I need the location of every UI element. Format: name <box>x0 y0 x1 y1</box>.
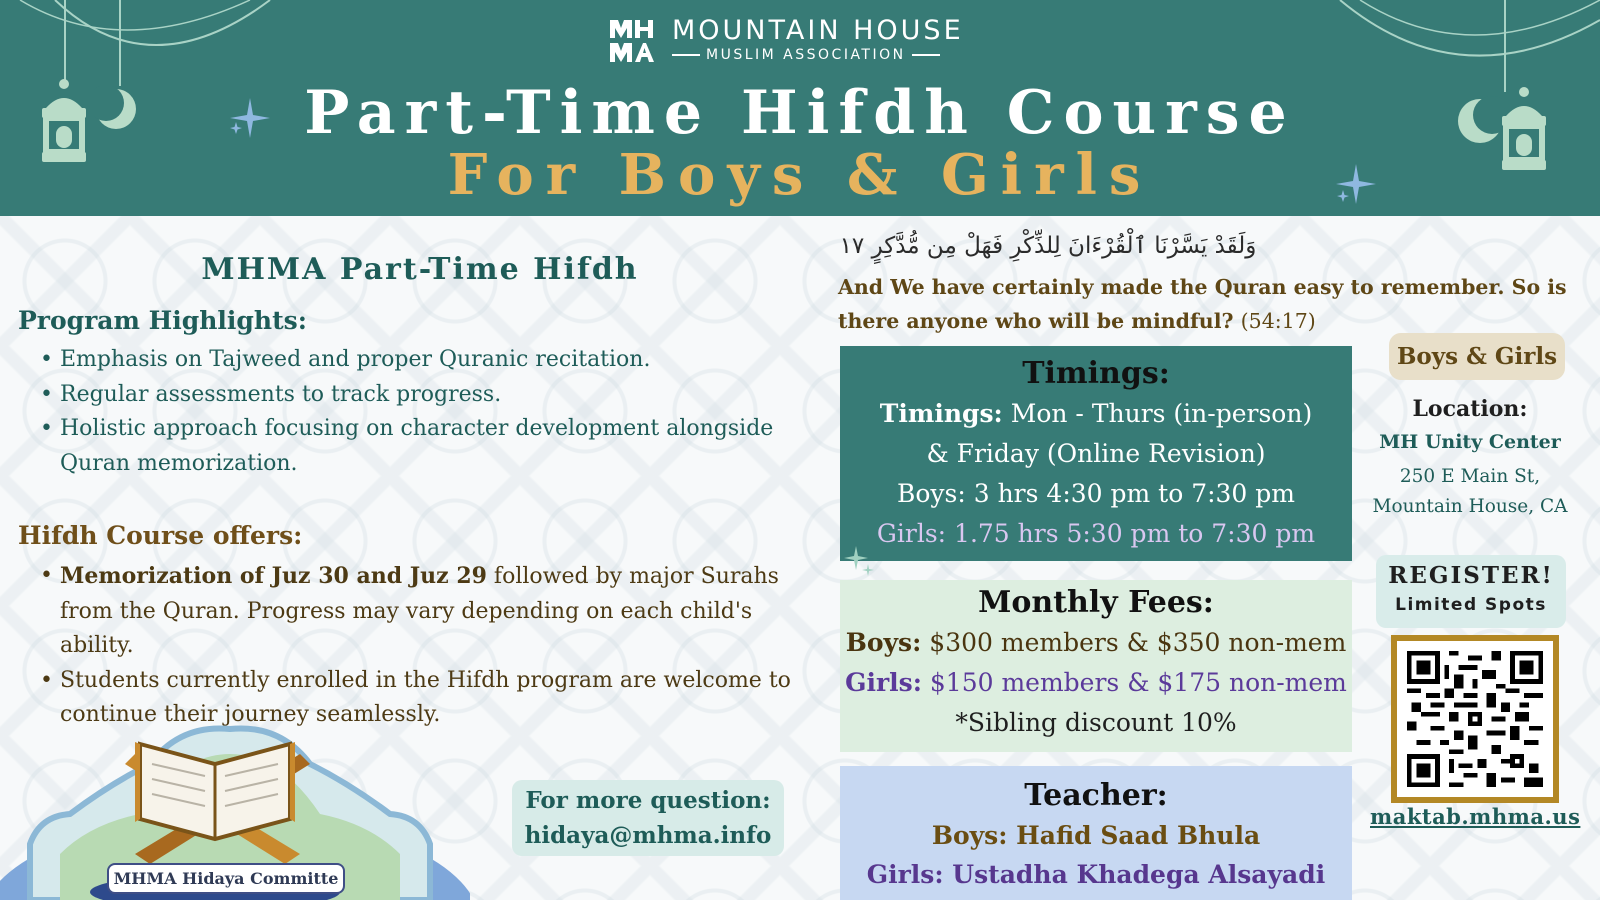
page-title: Part-Time Hifdh Course <box>304 78 1296 148</box>
program-heading: MHMA Part-Time Hifdh <box>201 252 639 287</box>
question-label: For more question: <box>525 787 771 814</box>
verse-translation <box>838 270 1578 338</box>
offer-item-text: followed by major Surahs from the Quran. Progress may vary depending on each child's ability. <box>60 564 779 658</box>
timings-boys: Boys: 3 hrs 4:30 pm to 7:30 pm <box>896 479 1295 508</box>
page-subtitle: For Boys & Girls <box>447 142 1153 208</box>
location-name: MH Unity Center <box>1379 431 1561 453</box>
highlights-label: Program Highlights: <box>18 306 307 335</box>
register-link[interactable]: maktab.mhma.us <box>1370 804 1581 829</box>
register-box <box>1376 555 1566 628</box>
qr-code-icon[interactable] <box>1391 635 1559 803</box>
highlight-item: • Emphasis on Tajweed and proper Quranic recitation. <box>36 343 826 378</box>
timings-box <box>840 346 1352 561</box>
contact-box <box>512 780 784 856</box>
logo-mark-icon <box>608 16 658 64</box>
arabic-verse: وَلَقَدْ يَسَّرْنَا ٱلْقُرْءَانَ لِلذِّكْرِ فَهَلْ مِن مُّدَّكِرٍ ١٧ <box>839 233 1257 259</box>
teacher-boys: Boys: Hafid Saad Bhula <box>931 821 1261 850</box>
offers-list <box>36 559 826 733</box>
timings-days <box>840 394 1352 434</box>
offer-item-text: Students currently enrolled in the Hifdh program are welcome to continue their journey seamlessly. <box>60 667 791 727</box>
fees-boys-text: $300 members & $350 non-mem <box>929 628 1347 657</box>
fees-girls-text: $150 members & $175 non-mem <box>929 668 1347 697</box>
committee-badge: MHMA Hidaya Committe <box>107 863 345 894</box>
offer-item-bold: Memorization of Juz 30 and Juz 29 <box>60 563 487 589</box>
timings-days-text: Mon - Thurs (in-person) <box>1010 399 1313 428</box>
offer-item <box>36 664 826 733</box>
teacher-box <box>840 766 1352 900</box>
verse-translation-text: And We have certainly made the Quran easy to remember. So is there anyone who will be mindful? <box>838 275 1567 333</box>
timings-label: Timings: <box>879 399 1003 428</box>
timings-girls: Girls: 1.75 hrs 5:30 pm to 7:30 pm <box>876 519 1316 548</box>
teacher-girls: Girls: Ustadha Khadega Alsayadi <box>866 860 1326 889</box>
logo-title: MOUNTAIN HOUSE <box>672 15 964 46</box>
offers-label: Hifdh Course offers: <box>18 521 303 550</box>
address-line-2: Mountain House, CA <box>1372 496 1568 517</box>
sparkle-icon-right <box>1334 162 1378 206</box>
address-line-1: 250 E Main St, <box>1399 466 1541 487</box>
timings-friday: & Friday (Online Revision) <box>926 439 1266 468</box>
mhma-logo <box>608 16 964 64</box>
logo-subtitle: MUSLIM ASSOCIATION <box>706 47 906 63</box>
fees-girls <box>840 663 1352 703</box>
verse-reference: (54:17) <box>1240 309 1316 333</box>
location-address <box>1350 462 1590 522</box>
register-subtitle: Limited Spots <box>1395 595 1547 615</box>
highlights-list <box>36 343 826 481</box>
fees-boys <box>840 623 1352 663</box>
sparkle-icon-small <box>842 544 878 580</box>
teacher-heading: Teacher: <box>1024 778 1168 813</box>
fees-boys-label: Boys: <box>845 628 922 657</box>
register-title: REGISTER! <box>1388 562 1554 589</box>
header-banner <box>0 0 1600 216</box>
logo-subtitle-row <box>672 46 964 64</box>
offer-item <box>36 559 826 664</box>
fees-note: *Sibling discount 10% <box>955 708 1237 737</box>
fees-box <box>840 580 1352 752</box>
lantern-icon-right <box>1496 86 1556 178</box>
boys-girls-badge: Boys & Girls <box>1389 333 1565 380</box>
highlight-item: • Holistic approach focusing on character development alongside Quran memorization. <box>36 412 826 481</box>
contact-email-link[interactable]: hidaya@mhma.info <box>524 822 772 849</box>
fees-heading: Monthly Fees: <box>978 585 1214 620</box>
timings-heading: Timings: <box>1022 356 1170 391</box>
highlight-item: • Regular assessments to track progress. <box>36 378 826 413</box>
location-label: Location: <box>1412 396 1528 422</box>
fees-girls-label: Girls: <box>845 668 922 697</box>
